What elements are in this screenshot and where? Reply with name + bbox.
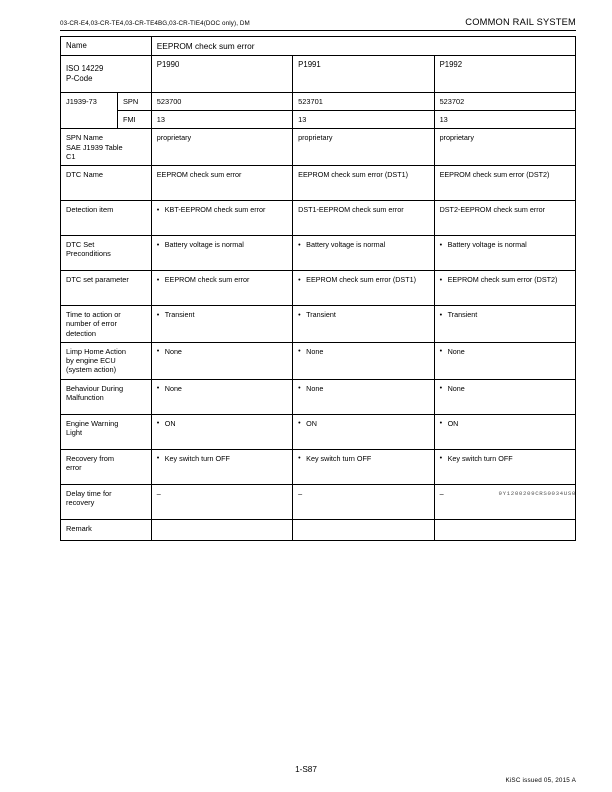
row-cell: DST1-EEPROM check sum error [293, 201, 434, 236]
table-row [61, 271, 576, 306]
table-row-spn [61, 92, 576, 110]
row-cell: DST2-EEPROM check sum error [434, 201, 575, 236]
dtc-table [60, 36, 576, 541]
row-cell: • ON [434, 414, 575, 449]
row-cell: • Key switch turn OFF [434, 449, 575, 484]
row-label: DTC Set Preconditions [61, 236, 152, 271]
row-cell: • EEPROM check sum error [151, 271, 292, 306]
row-label: DTC Name [61, 166, 152, 201]
row-cell: proprietary [293, 129, 434, 166]
dtc-table-container [60, 36, 576, 541]
row-cell: EEPROM check sum error (DST1) [293, 166, 434, 201]
spn-value-1: 523700 [151, 92, 292, 110]
iso-pcode-label [61, 56, 152, 92]
row-cell: – [151, 484, 292, 519]
table-row [61, 166, 576, 201]
row-cell: • ON [293, 414, 434, 449]
row-label: Limp Home Action by engine ECU (system action) [61, 342, 152, 379]
row-cell: • Battery voltage is normal [151, 236, 292, 271]
row-cell: proprietary [434, 129, 575, 166]
row-cell: • KBT-EEPROM check sum error [151, 201, 292, 236]
row-label: Remark [61, 519, 152, 540]
table-row-pcode [61, 56, 576, 92]
row-cell: • Transient [293, 306, 434, 343]
row-label: DTC set parameter [61, 271, 152, 306]
row-cell: • None [151, 379, 292, 414]
footer-issued: KiSC issued 05, 2015 A [505, 777, 576, 784]
row-label: SPN Name SAE J1939 Table C1 [61, 129, 152, 166]
row-label: Behaviour During Malfunction [61, 379, 152, 414]
table-row [61, 129, 576, 166]
row-cell [151, 519, 292, 540]
spn-value-2: 523701 [293, 92, 434, 110]
header-model-list: 03-CR-E4,03-CR-TE4,03-CR-TE4BG,03-CR-TIE4(DOC only), DM [60, 20, 250, 27]
page-number: 1-S87 [295, 765, 317, 774]
row-cell: – [434, 484, 575, 519]
j1939-label: J1939-73 [61, 92, 118, 129]
row-label: Delay time for recovery [61, 484, 152, 519]
row-cell: • None [151, 342, 292, 379]
table-row [61, 449, 576, 484]
fmi-value-2: 13 [293, 111, 434, 129]
row-cell: • Key switch turn OFF [293, 449, 434, 484]
row-cell: EEPROM check sum error (DST2) [434, 166, 575, 201]
row-cell: – [293, 484, 434, 519]
dtc-title: EEPROM check sum error [151, 37, 575, 56]
row-cell: EEPROM check sum error [151, 166, 292, 201]
row-label: Engine Warning Light [61, 414, 152, 449]
pcode-value-3: P1992 [434, 56, 575, 92]
row-cell: proprietary [151, 129, 292, 166]
table-row [61, 379, 576, 414]
row-label: Detection item [61, 201, 152, 236]
iso-label-line1: ISO 14229 [66, 64, 104, 74]
table-row-fmi [61, 111, 576, 129]
row-cell [434, 519, 575, 540]
table-row-name [61, 37, 576, 56]
table-row [61, 519, 576, 540]
header-section-title: COMMON RAIL SYSTEM [465, 17, 576, 27]
name-header-label: Name [61, 37, 152, 56]
fmi-value-1: 13 [151, 111, 292, 129]
row-label: Time to action or number of error detection [61, 306, 152, 343]
row-cell [293, 519, 434, 540]
page-header [60, 17, 576, 31]
pcode-value-1: P1990 [151, 56, 292, 92]
row-cell: • None [434, 379, 575, 414]
fmi-label: FMI [117, 111, 151, 129]
table-row [61, 236, 576, 271]
fmi-value-3: 13 [434, 111, 575, 129]
row-cell: • Transient [434, 306, 575, 343]
row-cell: • Battery voltage is normal [434, 236, 575, 271]
table-row [61, 342, 576, 379]
pcode-value-2: P1991 [293, 56, 434, 92]
row-cell: • Transient [151, 306, 292, 343]
spn-value-3: 523702 [434, 92, 575, 110]
table-row [61, 306, 576, 343]
row-cell: • EEPROM check sum error (DST1) [293, 271, 434, 306]
iso-label-line2: P-Code [66, 74, 93, 84]
row-label: Recovery from error [61, 449, 152, 484]
row-cell: • Key switch turn OFF [151, 449, 292, 484]
table-row [61, 414, 576, 449]
row-cell: • None [293, 379, 434, 414]
row-cell: • EEPROM check sum error (DST2) [434, 271, 575, 306]
row-cell: • Battery voltage is normal [293, 236, 434, 271]
table-row [61, 201, 576, 236]
row-cell: • ON [151, 414, 292, 449]
row-cell: • None [434, 342, 575, 379]
document-code: 9Y1200209CRS0034US0 [498, 490, 576, 497]
row-cell: • None [293, 342, 434, 379]
spn-label: SPN [117, 92, 151, 110]
